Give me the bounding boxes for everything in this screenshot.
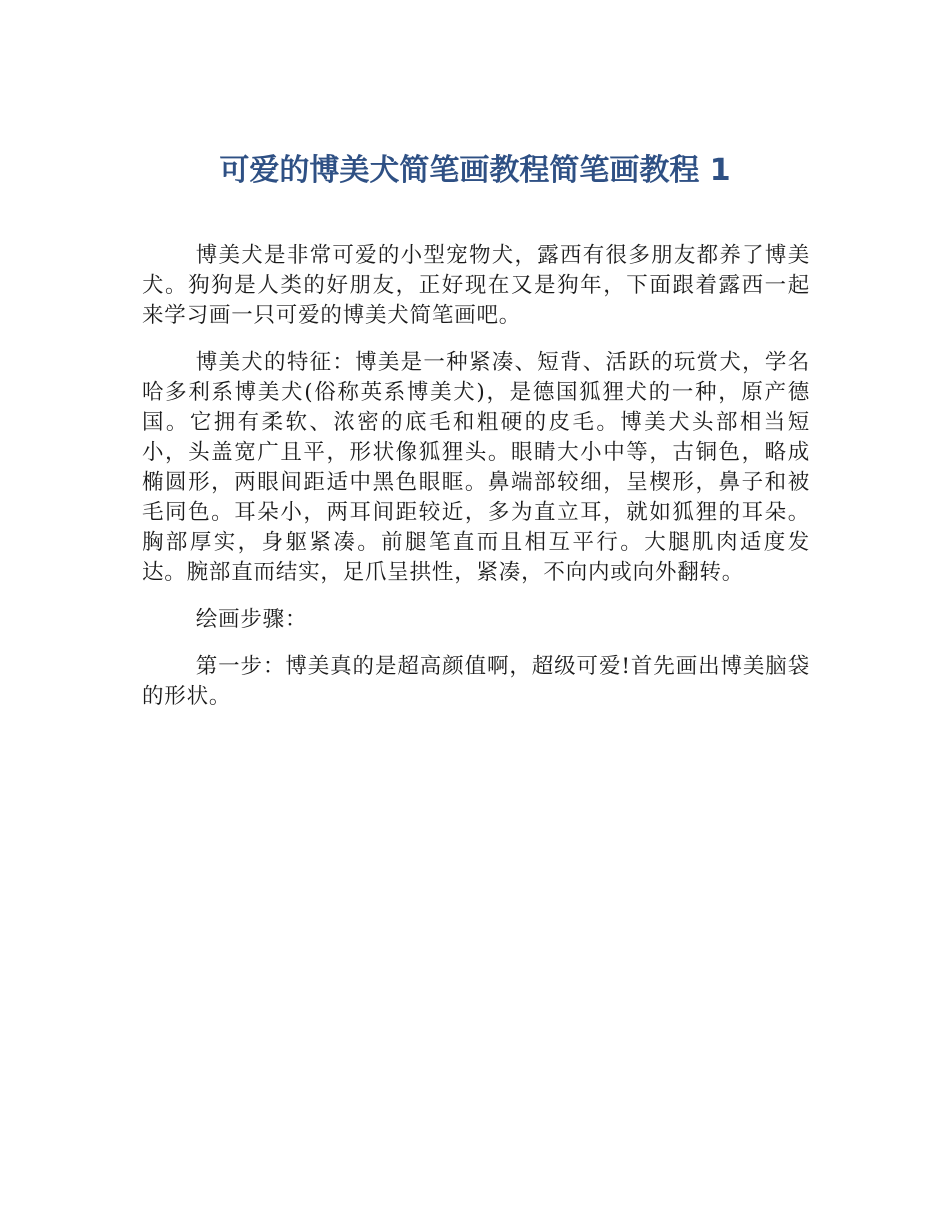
paragraph-features: 博美犬的特征：博美是一种紧凑、短背、活跃的玩赏犬，学名哈多利系博美犬(俗称英系博美犬)，是德国狐狸犬的一种，原产德国。它拥有柔软、浓密的底毛和粗硬的皮毛。博美犬头部相当短小，头盖宽广且平，形状像狐狸头。眼睛大小中等，古铜色，略成椭圆形，两眼间距适中黑色眼眶。鼻端部较细，呈楔形，鼻子和被毛同色。耳朵小，两耳间距较近，多为直立耳，就如狐狸的耳朵。胸部厚实，身躯紧凑。前腿笔直而且相互平行。大腿肌肉适度发达。腕部直而结实，足爪呈拱性，紧凑，不向内或向外翻转。 [142, 350, 810, 585]
paragraph-steps-heading: 绘画步骤： [195, 607, 308, 632]
document-title: 可爱的博美犬简笔画教程简笔画教程 1 [219, 153, 731, 188]
document-body [142, 241, 810, 729]
paragraph-step-one: 第一步：博美真的是超高颜值啊，超级可爱!首先画出博美脑袋的形状。 [142, 654, 810, 709]
paragraph-intro: 博美犬是非常可爱的小型宠物犬，露西有很多朋友都养了博美犬。狗狗是人类的好朋友，正好现在又是狗年，下面跟着露西一起来学习画一只可爱的博美犬简笔画吧。 [142, 243, 810, 328]
